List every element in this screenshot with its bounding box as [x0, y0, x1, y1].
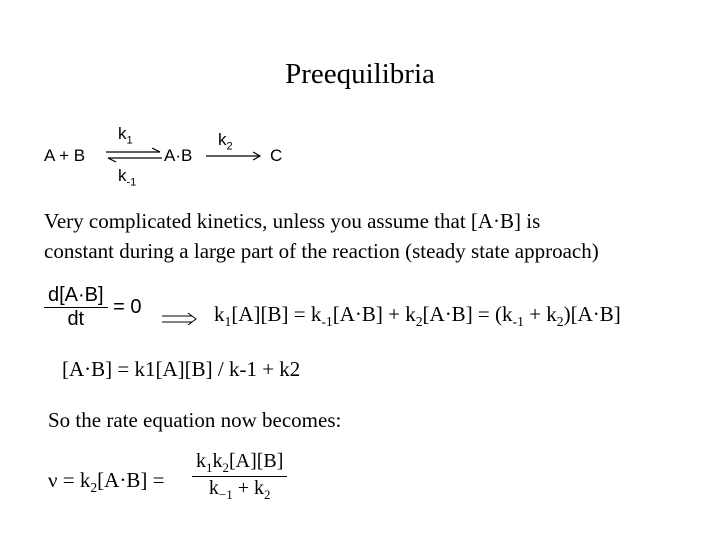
slide-title: Preequilibria — [285, 58, 435, 90]
rate-equation-lhs: $\nu = k_2[A\cdot B]$ = — [48, 468, 165, 496]
scheme-product: C — [270, 146, 283, 165]
derivative-denominator: dt — [67, 308, 85, 330]
rate-balance-equation: $k_1[A][B] = k_{-1}[A\cdot B] + k_2[A\cdot B] = (k_{-1} + k_2)[A\cdot B]$ — [214, 302, 621, 330]
rate-fraction-denominator: $k_{-1} + k_2$ — [208, 477, 271, 502]
reaction-scheme — [44, 122, 304, 192]
derivative-equals: = 0 — [113, 295, 142, 318]
derivative-equation — [44, 284, 142, 331]
intro-line-2: constant during a large part of the reaction (steady state approach) — [44, 239, 599, 263]
intro-line-1: Very complicated kinetics, unless you assume that [A·B] is — [44, 209, 541, 233]
rate-equation-fraction — [192, 450, 287, 503]
scheme-reactants: A + B — [44, 146, 86, 165]
equilibrium-arrow-icon — [104, 146, 164, 166]
derivative-numerator: d[A·B] — [44, 284, 108, 308]
implies-arrow-icon — [160, 312, 200, 326]
rate-intro-text: So the rate equation now becomes: — [48, 408, 342, 432]
rate-fraction-numerator: $k_1k_2[A][B]$ — [192, 450, 287, 477]
scheme-k2-label: $k_2$ — [218, 130, 233, 153]
forward-arrow-icon — [204, 150, 264, 162]
scheme-k-1-label: $k_{-1}$ — [118, 166, 137, 189]
scheme-intermediate: A·B — [164, 146, 193, 165]
scheme-k1-label: $k_1$ — [118, 124, 133, 147]
derivative-fraction — [44, 284, 108, 331]
steady-state-equation: [A·B] = k1[A][B] / k-1 + k2 — [62, 357, 301, 381]
intro-paragraph — [44, 206, 599, 266]
